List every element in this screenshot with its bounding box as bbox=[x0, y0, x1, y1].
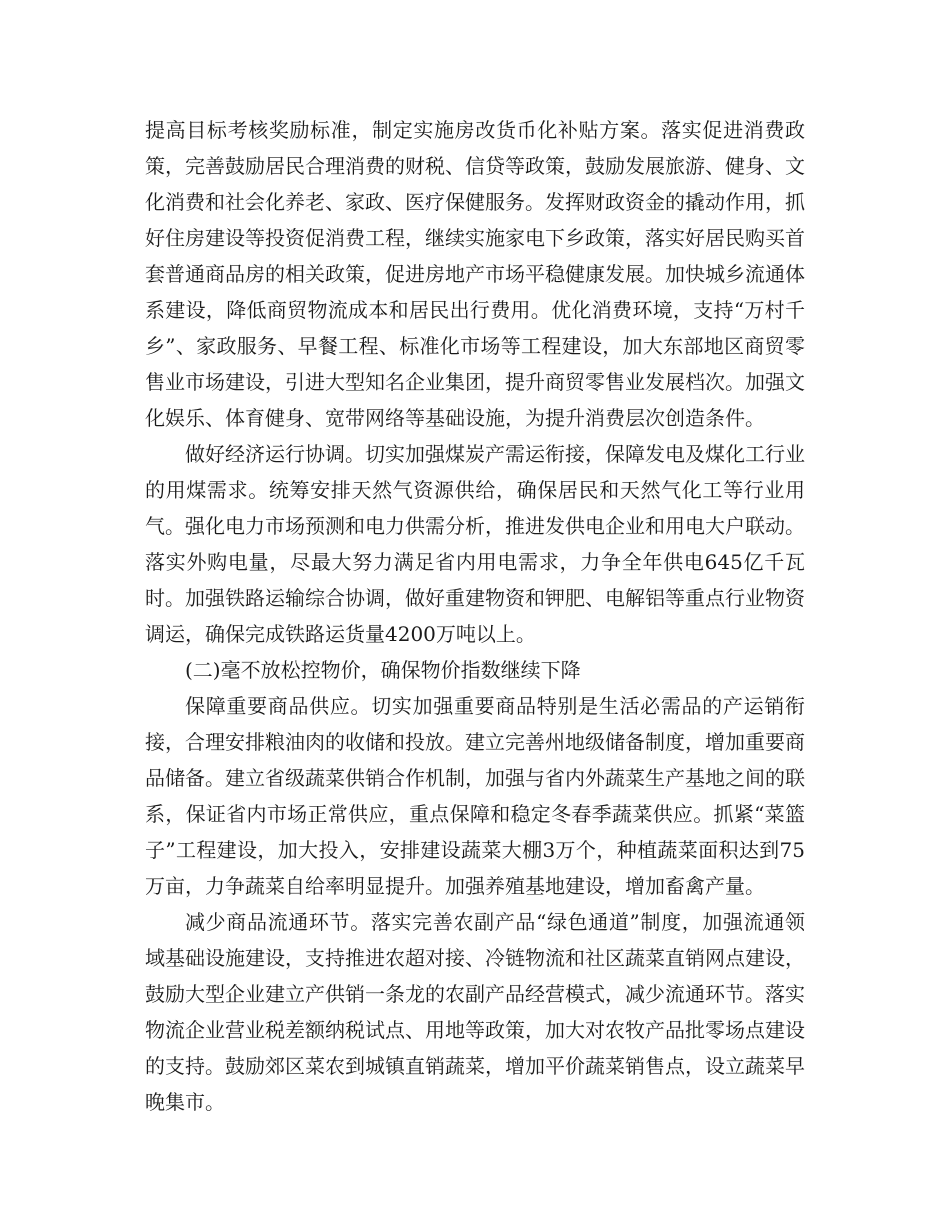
paragraph-1: 提高目标考核奖励标准，制定实施房改货币化补贴方案。落实促进消费政策，完善鼓励居民合理消费的财税、信贷等政策，鼓励发展旅游、健身、文化消费和社会化养老、家政、医疗保健服务。发挥财政资金的撬动作用，抓好住房建设等投资促消费工程，继续实施家电下乡政策，落实好居民购买首套普通商品房的相关政策，促进房地产市场平稳健康发展。加快城乡流通体系建设，降低商贸物流成本和居民出行费用。优化消费环境，支持“万村千乡”、家政服务、早餐工程、标准化市场等工程建设，加大东部地区商贸零售业市场建设，引进大型知名企业集团，提升商贸零售业发展档次。加强文化娱乐、体育健身、宽带网络等基础设施，为提升消费层次创造条件。 bbox=[145, 118, 805, 430]
paragraph-3: 保障重要商品供应。切实加强重要商品特别是生活必需品的产运销衔接，合理安排粮油肉的收储和投放。建立完善州地级储备制度，增加重要商品储备。建立省级蔬菜供销合作机制，加强与省内外蔬菜生产基地之间的联系，保证省内市场正常供应，重点保障和稳定冬春季蔬菜供应。抓紧“菜篮子”工程建设，加大投入，安排建设蔬菜大棚3万个，种植蔬菜面积达到75万亩，力争蔬菜自给率明显提升。加强养殖基地建设，增加畜禽产量。 bbox=[145, 694, 805, 898]
paragraph-4: 减少商品流通环节。落实完善农副产品“绿色通道”制度，加强流通领域基础设施建设，支持推进农超对接、冷链物流和社区蔬菜直销网点建设，鼓励大型企业建立产供销一条龙的农副产品经营模式，减少流通环节。落实物流企业营业税差额纳税试点、用地等政策，加大对农牧产品批零场点建设的支持。鼓励郊区菜农到城镇直销蔬菜，增加平价蔬菜销售点，设立蔬菜早晚集市。 bbox=[145, 910, 805, 1114]
section-heading: (二)毫不放松控物价，确保物价指数继续下降 bbox=[185, 658, 581, 682]
document-body bbox=[145, 112, 805, 1120]
paragraph-2: 做好经济运行协调。切实加强煤炭产需运衔接，保障发电及煤化工行业的用煤需求。统筹安排天然气资源供给，确保居民和天然气化工等行业用气。强化电力市场预测和电力供需分析，推进发供电企业和用电大户联动。落实外购电量，尽最大努力满足省内用电需求，力争全年供电645亿千瓦时。加强铁路运输综合协调，做好重建物资和钾肥、电解铝等重点行业物资调运，确保完成铁路运货量4200万吨以上。 bbox=[145, 442, 805, 646]
